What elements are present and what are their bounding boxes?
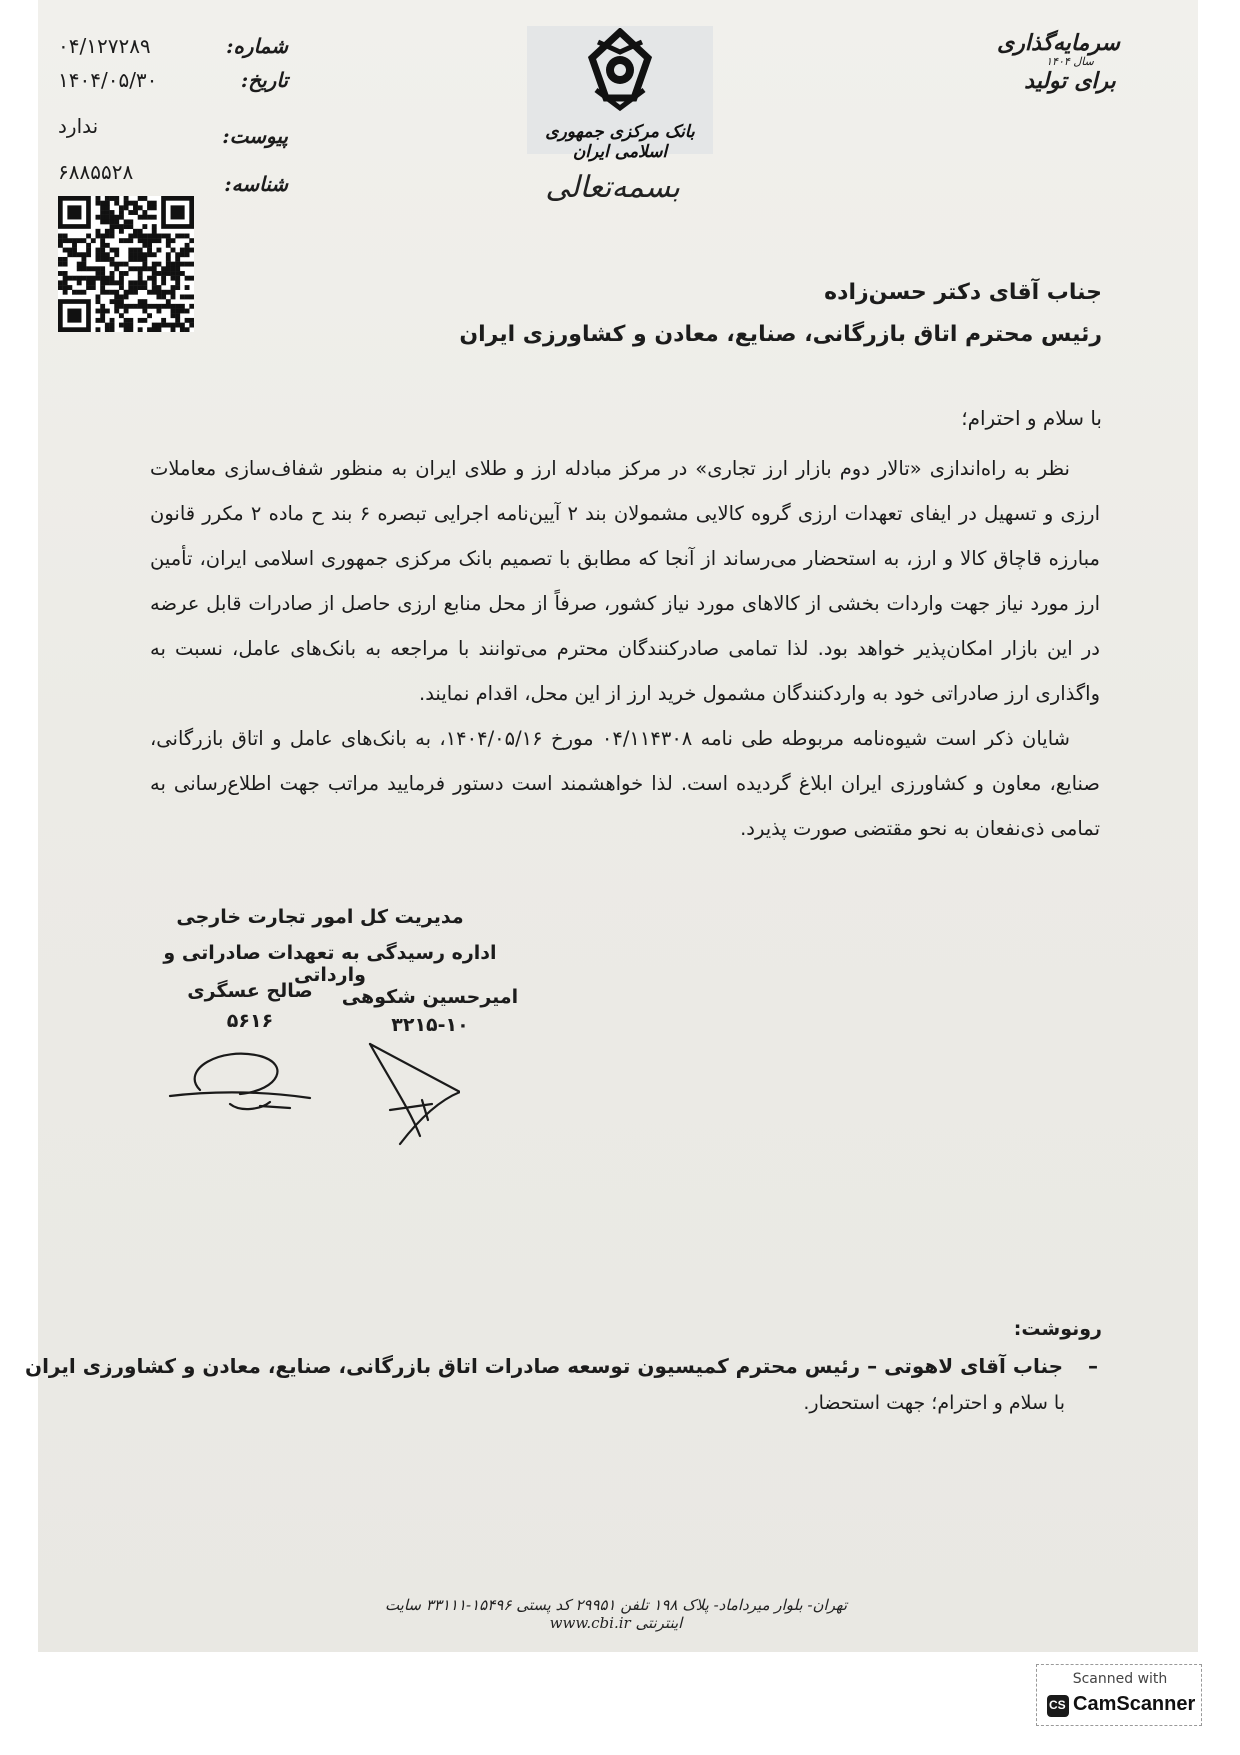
camscanner-watermark — [1036, 1664, 1202, 1726]
letter-attachment-label: پیوست: — [222, 124, 288, 148]
bank-name: بانک مرکزی جمهوری اسلامی ایران — [545, 122, 695, 162]
letter-id-row — [58, 160, 288, 194]
cc-greeting: با سلام و احترام؛ جهت استحضار. — [803, 1392, 1065, 1414]
qr-code — [58, 196, 194, 332]
slogan-year: سال ۱۴۰۴ — [1046, 55, 1094, 68]
letter-attachment-value: ندارد — [58, 114, 99, 138]
letter-date-label: تاریخ: — [240, 68, 288, 92]
signer-1-code: ۳۲۱۵-۱۰ — [391, 1014, 469, 1036]
cc-title: رونوشت: — [1013, 1318, 1102, 1340]
year-slogan — [997, 30, 1120, 94]
letter-id-label: شناسه: — [224, 172, 288, 196]
letter-date-value: ۱۴۰۴/۰۵/۳۰ — [58, 68, 158, 92]
letter-number-row — [58, 34, 288, 68]
camscanner-logo-text: CS — [1049, 1698, 1066, 1712]
letter-number-value: ۰۴/۱۲۷۲۸۹ — [58, 34, 151, 58]
addressee-name: جناب آقای دکتر حسن‌زاده — [824, 280, 1102, 305]
slogan-line-2: برای تولید — [1024, 68, 1116, 94]
cc-dash: – — [1088, 1354, 1098, 1378]
letter-date-row — [58, 68, 288, 102]
slogan-line-1: سرمایه‌گذاری — [997, 30, 1120, 56]
signer-2-name: صالح عسگری — [187, 980, 313, 1002]
camscanner-name: CamScanner — [1073, 1693, 1196, 1715]
bank-logo — [527, 26, 713, 162]
letter-number-label: شماره: — [226, 34, 288, 58]
handwritten-signatures — [160, 1040, 460, 1170]
scanned-with-text: Scanned with — [1072, 1671, 1168, 1687]
greeting: با سلام و احترام؛ — [961, 406, 1102, 430]
bank-emblem-icon — [584, 28, 656, 118]
camscanner-logo-icon — [1047, 1695, 1069, 1717]
cc-recipient: جناب آقای لاهوتی – رئیس محترم کمیسیون توسعه صادرات اتاق بازرگانی، صنایع، معادن و کشاورزی ایران — [25, 1354, 1064, 1378]
footer-address: تهران- بلوار میرداماد- پلاک ۱۹۸ تلفن ۲۹۹۵۱ کد پستی ۱۵۴۹۶-۳۳۱۱۱ سایت اینترنتی www.cbi.ir — [384, 1596, 848, 1632]
signature-office: اداره رسیدگی به تعهدات صادراتی و وارداتی — [163, 942, 497, 986]
letter-attachment-row — [58, 114, 288, 148]
signer-2-code: ۵۶۱۶ — [226, 1010, 274, 1032]
signer-1-name: امیرحسین شکوهی — [341, 986, 519, 1008]
letter-body — [150, 446, 1100, 851]
signature-department: مدیریت کل امور تجارت خارجی — [176, 906, 464, 928]
body-paragraph-2: شایان ذکر است شیوه‌نامه مربوطه طی نامه ۰۴/۱۱۴۳۰۸ مورخ ۱۴۰۴/۰۵/۱۶، به بانک‌های عامل و اتاق بازرگانی، صنایع، معاون و کشاورزی ایران ابلاغ گردیده است. لذا خواهشمند است دستور فرمایید مراتب جهت اطلاع‌رسانی به تمامی ذی‌نفعان به نحو مقتضی صورت پذیرد. — [150, 727, 1100, 840]
cc-recipient-row — [25, 1354, 1098, 1378]
bismillah-text: بسمه‌تعالی — [545, 170, 680, 205]
addressee-title: رئیس محترم اتاق بازرگانی، صنایع، معادن و کشاورزی ایران — [459, 322, 1102, 347]
letter-id-value: ۶۸۸۵۵۲۸ — [58, 160, 134, 184]
body-paragraph-1: نظر به راه‌اندازی «تالار دوم بازار ارز تجاری» در مرکز مبادله ارز و طلای ایران به منظور شفاف‌سازی معاملات ارزی و تسهیل در ایفای تعهدات ارزی گروه کالایی مشمولان بند ۲ آیین‌نامه اجرایی تبصره ۶ بند ح ماده ۲ مکرر قانون مبارزه قاچاق کالا و ارز، به استحضار می‌رساند از آنجا که مطابق با تصمیم بانک مرکزی جمهوری اسلامی ایران، تأمین ارز مورد نیاز جهت واردات بخشی از کالاهای مورد نیاز کشور، صرفاً از محل منابع ارزی حاصل از صادرات قابل عرضه در این بازار امکان‌پذیر خواهد بود. لذا تمامی صادرکنندگان محترم می‌توانند با مراجعه به بانک‌های عامل، نسبت به واگذاری ارز صادراتی خود به واردکنندگان مشمول خرید ارز از این محل، اقدام نمایند. — [150, 457, 1100, 705]
